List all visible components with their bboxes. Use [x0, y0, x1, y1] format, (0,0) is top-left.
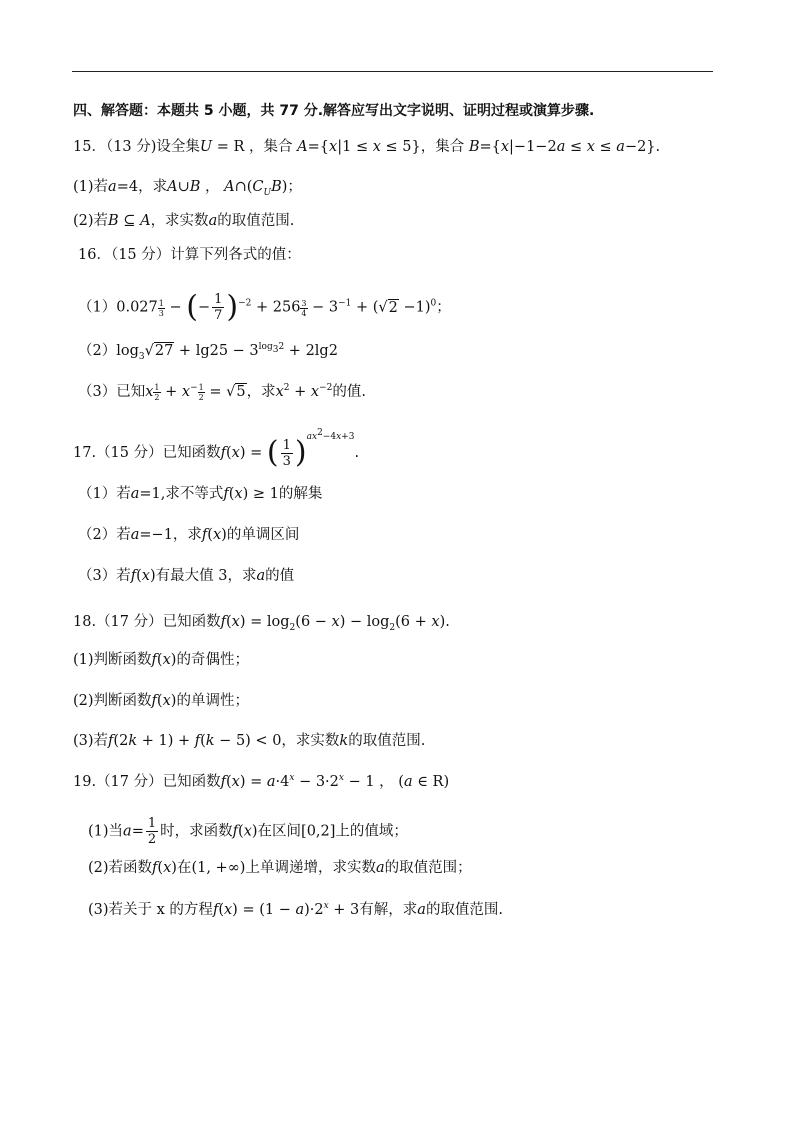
problem-15-part-1: (1)若a=4，求A∪B ， $A\cap(C_UB)$；: [73, 179, 302, 198]
problem-15-part-2: (2)若B ⊆ A，求实数a的取值范围.: [73, 213, 295, 229]
problem-19-number: 19.: [73, 774, 97, 790]
problem-15-statement: 15．（13 分)设全集U = R ，集合 A={x|1 ≤ x ≤ 5}，集合 B={x|−1−2a ≤ x ≤ a−2}.: [73, 139, 661, 155]
problem-18-part-1: (1)判断函数f(x)的奇偶性；: [73, 652, 249, 668]
problem-17-part-2: （2）若a=−1，求f(x)的单调区间: [78, 527, 300, 543]
problem-19-part-3: (3)若关于 x 的方程$f(x) = (1 - a)\cdot 2^x + 3$有解，求a的取值范围.: [88, 901, 504, 918]
problem-18-intro: （17 分）已知函数: [96, 614, 221, 630]
problem-19-statement: 19.（17 分）已知函数$f(x) = a\cdot 4^x - 3\cdot 2^x - 1$ ， (a ∈ R): [73, 773, 450, 790]
problem-16-part-2: $(2)\log_3√27 + \lg 25 - 3^{log_32} + 2\lg 2$: [78, 342, 338, 362]
problem-17-part-1: （1）若a=1,求不等式f(x) ≥ 1的解集: [78, 486, 323, 502]
problem-15-intro: （13 分)设全集: [105, 139, 200, 155]
problem-17-part-3: （3）若f(x)有最大值 3，求a的值: [78, 568, 295, 584]
problem-18-part-2: (2)判断函数f(x)的单调性；: [73, 693, 249, 709]
problem-19-part-2: (2)若函数f(x)在(1, +∞)上单调递增，求实数a的取值范围；: [88, 860, 472, 876]
problem-18-statement: 18.（17 分）已知函数$f(x) = \log_2(6 - x) - \log_2(6 + x)$.: [73, 614, 450, 633]
problem-16-statement: [78, 246, 301, 264]
section-heading: 四、解答题：本题共 5 小题，共 77 分.解答应写出文字说明、证明过程或演算步骤.: [73, 103, 595, 119]
problem-18-part-3: (3)若f(2k + 1) + f(k − 5) < 0，求实数k的取值范围.: [73, 733, 426, 749]
problem-16-part-3: （3）已知x $\frac{1}{2}$ + x− $\frac{1}{2}$ = √5，求$x^2 + x^{-2}$的值.: [78, 383, 366, 403]
problem-17-number: 17.: [73, 445, 97, 461]
problem-17-intro: （15 分）已知函数: [96, 445, 221, 461]
problem-16-number: 16．: [78, 247, 111, 263]
problem-17-statement: 17.（15 分）已知函数f(x) = ( $\frac{1}{3}$ )$^{ax^2-4x+3}$.: [73, 428, 360, 470]
problem-19-part-1: (1)当a= $\frac{1}{2}$ 时，求函数f(x)在区间[0,2]上的值域；: [88, 816, 408, 847]
problem-18-number: 18.: [73, 614, 97, 630]
problem-15-number: 15．: [73, 139, 106, 155]
problem-16-intro: （15 分）计算下列各式的值：: [110, 247, 301, 263]
problem-16-part-1: （1）0.027 $\frac{1}{3}$ − (− $\frac{1}{7}$ )$^{-2}$ + 256 $\frac{3}{4}$ − $3^{-1} + (√2 -1)^0$；: [78, 289, 451, 325]
problem-19-intro: （17 分）已知函数: [96, 774, 221, 790]
header-rule: [72, 71, 713, 72]
